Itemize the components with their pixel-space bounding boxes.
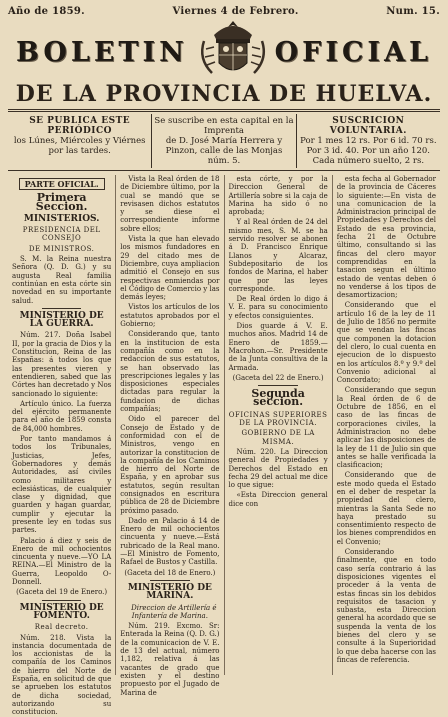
paragraph: esta córte, y por la Direccion General de Artillería sobre si la caja de Marina ha sido ó no aprobada; [228, 175, 328, 217]
fomento-heading: MINISTERIO DE FOMENTO. [19, 602, 104, 621]
paragraph: Considerando que, tanto en la institucion de esta compañía como en la redaccion de sus estatutos, se han observado las prescripciones legales y las disposiciones especiales dictadas para regular la fundacion de dichas compañías; [120, 330, 220, 414]
direccion-heading: Direccion de Artillería é Infantería de Marina. [131, 603, 217, 620]
oficinas-heading: OFICINAS SUPERIORES DE LA PROVINCIA. [228, 410, 328, 428]
year-label: Año de 1859. [8, 6, 85, 17]
paragraph: Núm. 217. Doña Isabel II, por la gracia de Dios y la Constitucion, Reina de las Españas: á todos los que las presentes vieren y entendieren, sabed que las Córtes han decretado y Nos sancionado lo siguiente: [12, 331, 112, 398]
paragraph: Artículo único. La fuerza del ejército permanente para el año de 1859 consta de 84,000 hombres. [12, 399, 112, 433]
paragraph: «Esta Direccion general dice con [228, 491, 328, 508]
paragraph: Vista la Real órden de 18 de Diciembre último, por la cual se mandó que se revisasen dichos estatutos y se diese el correspondiente informe sobre ellos; [120, 175, 220, 233]
presidencia-heading: PRESIDENCIA DEL CONSEJO [22, 226, 101, 243]
subscription-prices: SUSCRICION VOLUNTARIA. Por 1 mes 12 rs. Por 6 id. 70 rs. Por 3 id. 40. Por un año 120. Cada número suelto, 2 rs. [300, 116, 437, 166]
paragraph: Núm. 218. Vista la instancia documentada de los accionistas de la compañía de los Caminos de hierro del Norte de España, en solicitud de que se aprueben los estatutos de dicha sociedad, autorizando su constitucion. [12, 633, 112, 717]
paragraph: Y al Real órden de 24 del mismo mes, S. M. se ha servido resolver se abonen á D. Francisco Enrique Llanos y Alcaraz, Subdepositario de los fondos de Marina, el haber que por las leyes corresponde. [228, 218, 328, 293]
gaceta-reference: (Gaceta del 22 de Enero.) [232, 373, 324, 382]
paragraph: Palacio á diez y seis de Enero de mil ochocientos cincuenta y nueve.—YO LA REINA.—El Ministro de la Guerra, Leopoldo O-Donnell. [12, 536, 112, 587]
guerra-heading: MINISTERIO DE LA GUERRA. [19, 310, 104, 330]
paragraph: Vistos los artículos de los estatutos aprobados por el Gobierno; [120, 303, 220, 329]
title-oficial: OFICIAL [274, 37, 432, 68]
paragraph: Considerando finalmente, que en todo caso sería contrario á las disposiciones vigentes el proceder á la venta de estas fincas sin los debidos requisitos de tasacion y subasta, esta Direccion general ha acordado que se suspenda la venta de los bienes del clero y se consulte á la Superioridad lo que deba hacerse con las fincas de referencia. [336, 548, 436, 664]
primera-seccion-heading: Primera Seccion. [35, 191, 88, 213]
paragraph: Considerando que segun la Real órden de 6 de Octubre de 1856, en el caso de las fincas de corporaciones civiles, la Administracion no debe aplicar las disposiciones de la ley de 11 de Julio sin que antes se halle verificada la clasificacion; [336, 386, 436, 470]
paragraph: esta fecha al Gobernador de la provincia de Cáceres lo siguiente:—En vista de una comunicacion de la Administracion principal de Propiedades y Derechos del Estado de esa provincia, fecha 21 de Octubre último, consultando si las fincas del clero mayor comprendidas en la tasacion segun el último estado de ventas deben ó no venderse á los tipos de desamortizacion; [336, 175, 436, 300]
paragraph: Oido el parecer del Consejo de Estado y de conformidad con el de Ministros, vengo en autorizar la constitucion de la compañía de los Caminos de hierro del Norte de España, y en aprobar sus estatutos, según resultan consignados en escritura pública de 28 de Diciembre próximo pasado. [120, 415, 220, 515]
paragraph: Dado en Palacio á 14 de Enero de mil ochocientos cincuenta y nueve.—Está rubricado de la Real mano.—El Ministro de Fomento, Rafael de Bustos y Castilla. [120, 516, 220, 567]
gaceta-reference: (Gaceta del 18 de Enero.) [124, 568, 216, 577]
issue-number: Num. 15. [386, 6, 440, 17]
ministros-heading: DE MINISTROS. [28, 244, 95, 253]
column-3 [225, 175, 333, 675]
paragraph: Considerando que de este modo queda el Estado en el deber de respetar la propiedad del clero, mientras la Santa Sede no haya prestado su consentimiento respecto de los bienes comprendidos en el Convenio; [336, 471, 436, 546]
gobierno-heading: GOBIERNO DE LA MISMA. [241, 429, 315, 446]
province-subtitle: DE LA PROVINCIA DE HUELVA. [15, 81, 433, 107]
divider [8, 109, 440, 112]
title-boletin: BOLETIN [16, 37, 188, 68]
column-1 [8, 175, 116, 717]
gaceta-reference: (Gaceta del 19 de Enero.) [16, 588, 108, 597]
column-2 [116, 175, 224, 697]
ministerios-heading: MINISTERIOS. [23, 213, 100, 224]
paragraph: Dios guarde á V. E. muchos años. Madrid 14 de Enero de 1859.—Macrohon.—Sr. Presidente de la Junta consultiva de la Armada. [228, 322, 328, 372]
divider [8, 170, 440, 171]
paragraph: Núm. 219. Excmo. Sr: Enterada la Reina (Q. D. G.) de la comunicacion de V. E. de 13 del actual, número 1,182, relativa á las vacantes de grado que existen y el destino propuesto por el Jugado de Marina de [120, 622, 220, 697]
masthead-top-row [8, 6, 440, 17]
subscription-place: Se suscribe en esta capital en la Imprenta de D. José María Herrera y Pinzon, calle de las Monjas núm. 5. [152, 114, 296, 168]
column-4 [333, 175, 440, 675]
paragraph: S. M. la Reina nuestra Señora (Q. D. G.) y su augusta Real familia continúan en esta córte sin novedad en su importante salud. [12, 255, 112, 305]
paragraph: Núm. 220. La Direccion general de Propiedades y Derechos del Estado en fecha 29 del actual me dice lo que sigue: [228, 447, 328, 490]
masthead-title [8, 19, 440, 79]
segunda-seccion-heading: Segunda seccion. [251, 387, 305, 409]
info-bar [8, 114, 440, 168]
date-label: Viernes 4 de Febrero. [172, 6, 299, 17]
real-decreto-heading: Real decreto. [34, 623, 89, 632]
paragraph: Considerando que el artículo 16 de la ley de 11 de Julio de 1856 no permite que se vendan las fincas que componen la dotacion del clero, lo cual cuenta en ejecucion de lo dispuesto en los artículos 8.º y 9.º del Convenio adicional al Concordato; [336, 301, 436, 385]
royal-crest-icon [192, 19, 274, 79]
paragraph: Por tanto mandamos á todos los Tribunales, Justicias, Jefes, Gobernadores y demás Autoridades, así civiles como militares y eclesiásticas, de cualquier clase y dignidad, que guarden y hagan guardar, cumplir y ejecutar la presente ley en todas sus partes. [12, 435, 112, 535]
publication-info: SE PUBLICA ESTE PERIÓDICO los Lúnes, Miércoles y Viérnes por las tardes. [8, 114, 152, 168]
marina-heading: MINISTERIO DE MARINA. [127, 582, 212, 602]
paragraph: Vista la que han elevado los mismos fundadores en 29 del citado mes de Diciembre, cuya ampliacion admitió el Consejo en sus respectivas enmiendas por el Código de Comercio y las demás leyes; [120, 235, 220, 302]
parte-oficial-heading: PARTE OFICIAL. [19, 178, 105, 190]
article-columns [8, 175, 440, 717]
paragraph: De Real órden lo digo á V. E. para su conocimiento y efectos consiguientes. [228, 295, 328, 320]
